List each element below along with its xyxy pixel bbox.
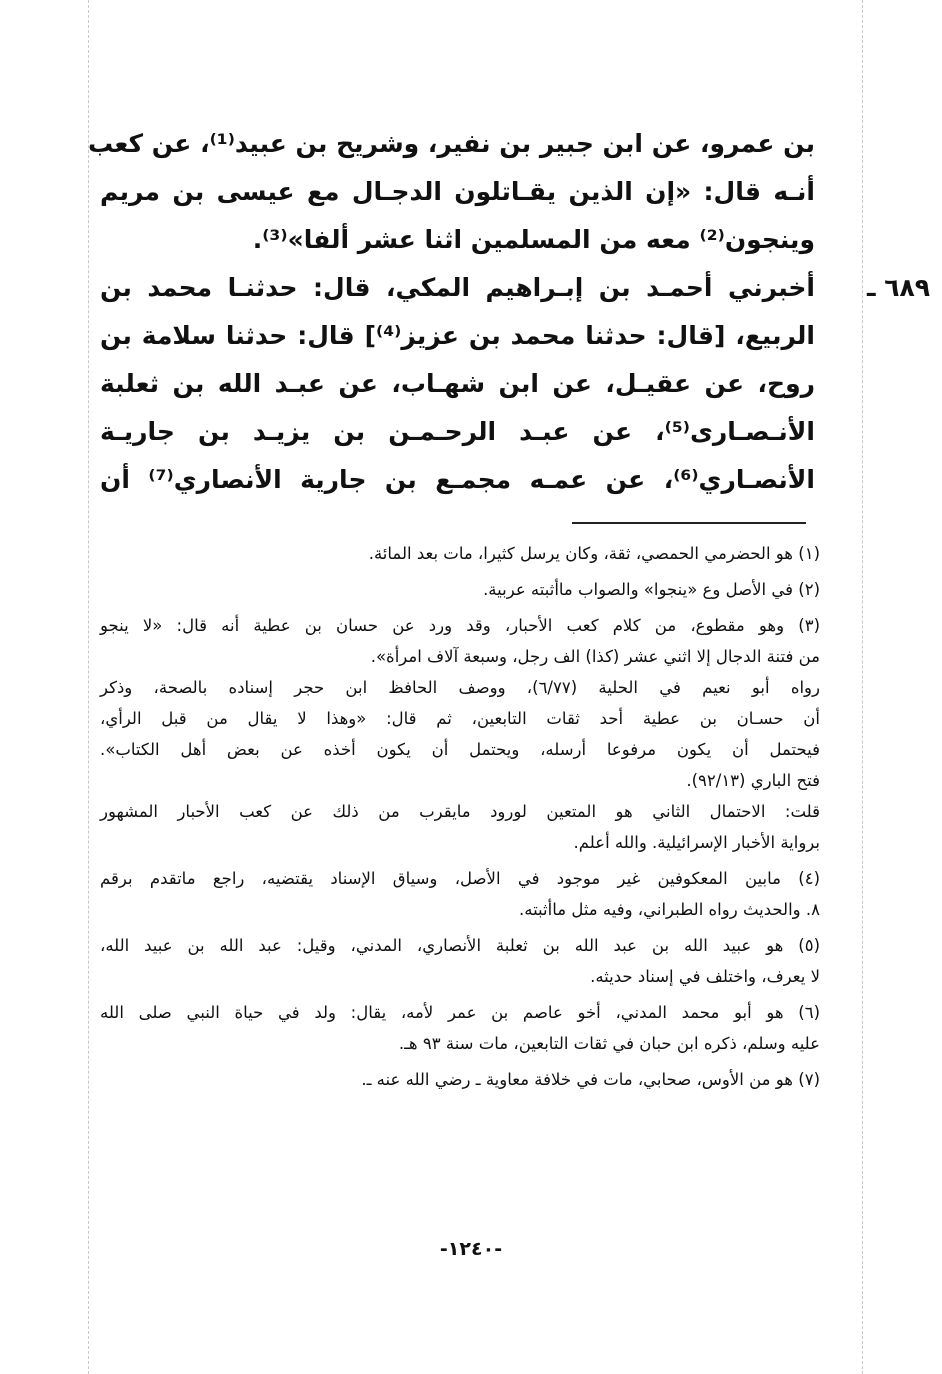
footnote-line: عليه وسلم، ذكره ابن حبان في ثقات التابعين، مات سنة ٩٣ هـ. (398, 1034, 820, 1053)
text-line: الأنصـاري⁽⁶⁾، عن عمـه مجمـع بن جارية الأنصاري⁽⁷⁾ أن (100, 465, 815, 494)
main-text (87, 120, 930, 504)
footnote-line: (٧) هو من الأوس، صحابي، مات في خلافة معاوية ـ رضي الله عنه ـ. (361, 1070, 820, 1089)
text-line: أنـه قال: «إن الذين يقـاتلون الدجـال مع عيسى بن مريم (100, 177, 815, 206)
text-line: الربيع، [قال: حدثنا محمد بن عزيز⁽⁴⁾] قال: حدثنا سلامة بن (100, 321, 815, 350)
footnote-1 (100, 538, 820, 569)
footnote-line: (٥) هو عبيد الله بن عبد الله بن ثعلبة الأنصاري، المدني، وقيل: عبد الله بن عبيد الله، (100, 936, 820, 955)
hadith-number: ٦٨٩ ـ (866, 273, 930, 302)
footnote-line: (٣) وهو مقطوع، من كلام كعب الأحبار، وقد ورد عن حسان بن عطية أنه قال: «لا ينجو (100, 616, 820, 635)
footnote-line: برواية الأخبار الإسرائيلية. والله أعلم. (573, 833, 820, 852)
footnote-line: فتح الباري (٩٢/١٣). (686, 771, 820, 790)
footnote-6 (100, 997, 820, 1059)
footnote-line: (٢) في الأصل وع «ينجوا» والصواب ماأثبته عربية. (483, 580, 820, 599)
text-line: وينجون⁽²⁾ معه من المسلمين اثنا عشر ألفا»⁽³⁾. (252, 225, 815, 254)
footnote-2 (100, 574, 820, 605)
text-line: الأنـصـارى⁽⁵⁾، عن عبـد الرحـمـن بن يزيـد بن جاريـة (100, 417, 815, 446)
footnote-line: قلت: الاحتمال الثاني هو المتعين لورود مايقرب من ذلك عن كعب الأحبار المشهور (100, 802, 820, 821)
footnote-line: من فتنة الدجال إلا اثني عشر (كذا) الف رجل، وسبعة آلاف امرأة». (370, 647, 820, 666)
footnote-line: (٤) مابين المعكوفين غير موجود في الأصل، وسياق الإسناد يقتضيه، راجع ماتقدم برقم (100, 869, 820, 888)
page-number: -١٢٤٠- (439, 1238, 503, 1260)
text-line: روح، عن عقيـل، عن ابن شهـاب، عن عبـد الله بن ثعلبة (100, 369, 815, 398)
text-line: بن عمرو، عن ابن جبير بن نفير، وشريح بن عبيد⁽¹⁾، عن كعب (87, 129, 815, 158)
footnote-line: (٦) هو أبو محمد المدني، أخو عاصم بن عمر لأمه، يقال: ولد في حياة النبي صلى الله (100, 1003, 820, 1022)
footnote-separator (572, 522, 806, 524)
text-line: أخبرني أحمـد بن إبـراهيم المكي، قال: حدثنـا محمد بن (100, 273, 815, 302)
footnote-line: رواه أبو نعيم في الحلية (٦/٧٧)، ووصف الحافظ ابن حجر إسناده بالصحة، وذكر (100, 678, 820, 697)
footnote-line: (١) هو الحضرمي الحمصي، ثقة، وكان يرسل كثيرا، مات بعد المائة. (368, 544, 820, 563)
footnote-7 (100, 1064, 820, 1095)
footnote-3 (100, 610, 820, 858)
footnote-5 (100, 930, 820, 992)
footnote-line: فيحتمل أن يكون مرفوعا أرسله، ويحتمل أن يكون أخذه عن بعض أهل الكتاب». (100, 740, 820, 759)
footnote-line: ٨. والحديث رواه الطبراني، وفيه مثل ماأثبته. (518, 900, 820, 919)
hadith-689 (100, 264, 930, 504)
footnote-line: أن حسـان بن عطية أحد ثقات التابعين، ثم قال: «وهذا لا يقال من قبل الرأي، (100, 709, 820, 728)
footnote-4 (100, 863, 820, 925)
footnote-line: لا يعرف، واختلف في إسناد حديثه. (590, 967, 820, 986)
footnotes (100, 538, 820, 1095)
